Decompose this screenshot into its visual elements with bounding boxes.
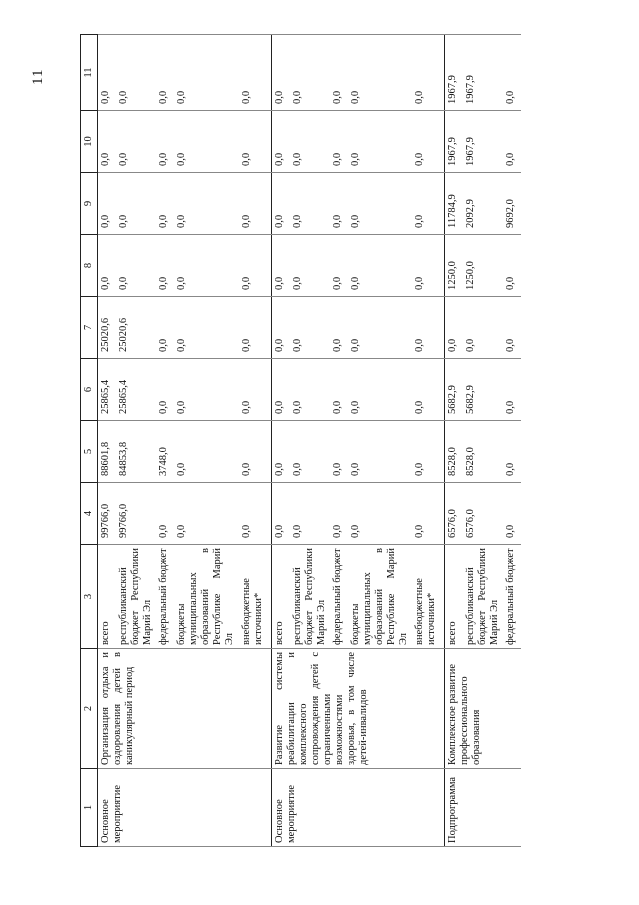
value-cell: 0,0 — [348, 235, 412, 297]
value-cell: 1967,9 — [445, 111, 464, 173]
value-cell: 1250,0 — [463, 235, 503, 297]
col-header: 11 — [81, 35, 98, 111]
value-cell: 6576,0 — [445, 483, 464, 545]
value-cell: 0,0 — [330, 235, 348, 297]
value-cell: 0,0 — [116, 111, 156, 173]
value-cell: 0,0 — [271, 111, 290, 173]
value-cell: 0,0 — [503, 111, 521, 173]
value-cell: 0,0 — [290, 235, 330, 297]
value-cell: 0,0 — [98, 35, 117, 111]
value-cell: 0,0 — [239, 483, 272, 545]
col-header: 1 — [81, 769, 98, 847]
col-header: 7 — [81, 297, 98, 359]
value-cell: 0,0 — [290, 111, 330, 173]
value-cell: 0,0 — [271, 297, 290, 359]
value-cell: 0,0 — [330, 483, 348, 545]
value-cell: 0,0 — [503, 297, 521, 359]
value-cell: 0,0 — [330, 297, 348, 359]
value-cell: 99766,0 — [98, 483, 117, 545]
col-header: 2 — [81, 649, 98, 769]
measure-title: Развитие системы реабилитации и комплексного сопровождения детей с ограниченными возможностями здоровья, в том числе детей-инвалидов — [271, 649, 445, 769]
value-cell: 0,0 — [156, 483, 174, 545]
col-header: 9 — [81, 173, 98, 235]
col-header: 10 — [81, 111, 98, 173]
value-cell: 0,0 — [174, 173, 238, 235]
funding-source: республиканский бюджет Республики Марий Эл — [116, 545, 156, 649]
value-cell: 0,0 — [348, 297, 412, 359]
funding-source: бюджеты муниципальных образований в Республике Марий Эл — [174, 545, 238, 649]
value-cell: 0,0 — [290, 483, 330, 545]
value-cell: 0,0 — [116, 35, 156, 111]
value-cell: 0,0 — [156, 173, 174, 235]
value-cell: 0,0 — [156, 35, 174, 111]
value-cell: 0,0 — [116, 173, 156, 235]
value-cell: 0,0 — [239, 359, 272, 421]
value-cell: 0,0 — [239, 111, 272, 173]
value-cell: 0,0 — [174, 297, 238, 359]
funding-source: всего — [98, 545, 117, 649]
value-cell: 0,0 — [348, 173, 412, 235]
value-cell: 0,0 — [412, 35, 445, 111]
value-cell: 25020,6 — [98, 297, 117, 359]
value-cell: 0,0 — [271, 235, 290, 297]
value-cell: 0,0 — [330, 359, 348, 421]
table-row — [271, 35, 290, 847]
value-cell: 8528,0 — [463, 421, 503, 483]
value-cell: 0,0 — [174, 359, 238, 421]
value-cell: 0,0 — [174, 111, 238, 173]
value-cell: 0,0 — [98, 235, 117, 297]
value-cell: 25865,4 — [98, 359, 117, 421]
col-header: 3 — [81, 545, 98, 649]
measure-type: Основное мероприятие — [271, 769, 445, 847]
value-cell: 2092,9 — [463, 173, 503, 235]
value-cell: 0,0 — [156, 297, 174, 359]
value-cell: 0,0 — [412, 111, 445, 173]
measure-title: Комплексное развитие профессионального образования — [445, 649, 522, 769]
value-cell: 0,0 — [156, 111, 174, 173]
value-cell: 0,0 — [330, 173, 348, 235]
value-cell: 0,0 — [348, 421, 412, 483]
value-cell: 0,0 — [290, 421, 330, 483]
value-cell: 0,0 — [290, 173, 330, 235]
col-header: 5 — [81, 421, 98, 483]
value-cell: 0,0 — [271, 421, 290, 483]
value-cell: 0,0 — [348, 359, 412, 421]
value-cell: 6576,0 — [463, 483, 503, 545]
value-cell: 0,0 — [348, 111, 412, 173]
value-cell: 25865,4 — [116, 359, 156, 421]
value-cell: 0,0 — [174, 483, 238, 545]
measure-type: Основное мероприятие — [98, 769, 272, 847]
col-header: 4 — [81, 483, 98, 545]
value-cell: 0,0 — [271, 173, 290, 235]
funding-source: внебюджетные источники* — [412, 545, 445, 649]
value-cell: 1967,9 — [445, 35, 464, 111]
funding-source: федеральный бюджет — [330, 545, 348, 649]
table-row — [445, 35, 464, 847]
value-cell: 0,0 — [503, 35, 521, 111]
value-cell: 0,0 — [445, 297, 464, 359]
budget-table — [80, 34, 521, 847]
funding-source: всего — [445, 545, 464, 649]
value-cell: 0,0 — [330, 421, 348, 483]
value-cell: 0,0 — [98, 111, 117, 173]
value-cell: 9692,0 — [503, 173, 521, 235]
value-cell: 0,0 — [330, 35, 348, 111]
table-row — [98, 35, 117, 847]
value-cell: 0,0 — [239, 297, 272, 359]
funding-source: федеральный бюджет — [156, 545, 174, 649]
value-cell: 0,0 — [271, 483, 290, 545]
value-cell: 0,0 — [156, 235, 174, 297]
value-cell: 0,0 — [412, 359, 445, 421]
measure-title: Организация отдыха и оздоровления детей в каникулярный период — [98, 649, 272, 769]
funding-source: республиканский бюджет Республики Марий Эл — [290, 545, 330, 649]
value-cell: 0,0 — [503, 359, 521, 421]
value-cell: 5682,9 — [445, 359, 464, 421]
funding-source: всего — [271, 545, 290, 649]
value-cell: 0,0 — [503, 483, 521, 545]
value-cell: 0,0 — [412, 173, 445, 235]
value-cell: 0,0 — [412, 483, 445, 545]
value-cell: 0,0 — [463, 297, 503, 359]
value-cell: 0,0 — [174, 421, 238, 483]
value-cell: 11784,9 — [445, 173, 464, 235]
col-header: 6 — [81, 359, 98, 421]
value-cell: 0,0 — [412, 421, 445, 483]
value-cell: 0,0 — [239, 173, 272, 235]
value-cell: 0,0 — [330, 111, 348, 173]
value-cell: 0,0 — [239, 35, 272, 111]
value-cell: 0,0 — [412, 297, 445, 359]
value-cell: 1250,0 — [445, 235, 464, 297]
page-number: 11 — [30, 68, 46, 85]
value-cell: 0,0 — [348, 35, 412, 111]
funding-source: бюджеты муниципальных образований в Республике Марий Эл — [348, 545, 412, 649]
value-cell: 1967,9 — [463, 111, 503, 173]
value-cell: 0,0 — [290, 359, 330, 421]
value-cell: 1967,9 — [463, 35, 503, 111]
value-cell: 0,0 — [348, 483, 412, 545]
value-cell: 0,0 — [412, 235, 445, 297]
value-cell: 0,0 — [239, 421, 272, 483]
value-cell: 0,0 — [156, 359, 174, 421]
value-cell: 84853,8 — [116, 421, 156, 483]
col-header: 8 — [81, 235, 98, 297]
value-cell: 0,0 — [116, 235, 156, 297]
value-cell: 25020,6 — [116, 297, 156, 359]
funding-source: внебюджетные источники* — [239, 545, 272, 649]
value-cell: 0,0 — [271, 359, 290, 421]
value-cell: 0,0 — [290, 35, 330, 111]
value-cell: 0,0 — [503, 235, 521, 297]
value-cell: 8528,0 — [445, 421, 464, 483]
value-cell: 0,0 — [503, 421, 521, 483]
value-cell: 0,0 — [98, 173, 117, 235]
value-cell: 0,0 — [174, 35, 238, 111]
value-cell: 88601,8 — [98, 421, 117, 483]
funding-source: республиканский бюджет Республики Марий Эл — [463, 545, 503, 649]
value-cell: 3748,0 — [156, 421, 174, 483]
value-cell: 0,0 — [271, 35, 290, 111]
funding-source: федеральный бюджет — [503, 545, 521, 649]
value-cell: 99766,0 — [116, 483, 156, 545]
value-cell: 5682,9 — [463, 359, 503, 421]
value-cell: 0,0 — [239, 235, 272, 297]
value-cell: 0,0 — [174, 235, 238, 297]
value-cell: 0,0 — [290, 297, 330, 359]
measure-type: Подпрограмма — [445, 769, 522, 847]
header-row — [81, 35, 98, 847]
